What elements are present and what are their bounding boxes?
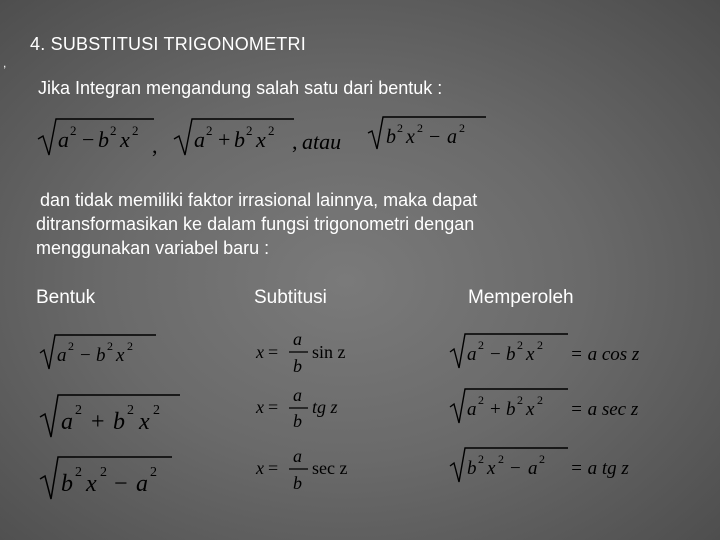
svg-text:x: x — [526, 399, 535, 420]
svg-text:a: a — [467, 344, 477, 365]
svg-text:a: a — [293, 329, 302, 349]
svg-text:2: 2 — [100, 465, 107, 480]
sep-1: , — [152, 133, 158, 158]
intro-forms — [36, 115, 506, 159]
memperoleh-row-3 — [448, 446, 678, 491]
svg-text:+: + — [218, 127, 231, 152]
sub-func-1: sin z — [312, 342, 346, 362]
svg-text:x: x — [526, 344, 535, 365]
svg-text:a: a — [136, 471, 148, 497]
stray-mark: , — [3, 56, 7, 70]
svg-text:2: 2 — [417, 121, 423, 135]
paragraph-line-1: dan tidak memiliki faktor irrasional lainnya, maka dapat — [40, 190, 478, 210]
svg-text:a: a — [293, 446, 302, 466]
intro-text: Jika Integran mengandung salah satu dari bentuk : — [38, 78, 443, 98]
svg-text:2: 2 — [537, 393, 543, 407]
svg-text:x: x — [86, 471, 97, 497]
result-3: = a tg z — [570, 458, 629, 479]
svg-text:−: − — [82, 127, 95, 152]
svg-text:b: b — [96, 345, 106, 366]
svg-text:2: 2 — [206, 123, 213, 138]
svg-text:b: b — [293, 356, 302, 376]
svg-text:a: a — [57, 345, 67, 366]
bentuk-row-2 — [38, 393, 188, 446]
svg-text:−: − — [510, 458, 521, 479]
svg-text:a: a — [293, 385, 302, 405]
svg-text:−: − — [490, 344, 501, 365]
svg-text:2: 2 — [150, 465, 157, 480]
svg-text:a: a — [467, 399, 477, 420]
memperoleh-row-1 — [448, 332, 678, 377]
intro-forms-svg — [36, 115, 506, 159]
svg-text:x: x — [256, 458, 264, 478]
sep-2: , — [292, 129, 298, 154]
svg-text:2: 2 — [517, 338, 523, 352]
svg-text:2: 2 — [537, 338, 543, 352]
bentuk-row-3 — [38, 455, 188, 508]
svg-text:b: b — [293, 473, 302, 493]
slide-title: 4. SUBSTITUSI TRIGONOMETRI — [30, 34, 306, 54]
svg-text:=: = — [268, 458, 279, 478]
svg-text:b: b — [61, 471, 73, 497]
svg-text:2: 2 — [110, 123, 117, 138]
result-1: = a cos z — [570, 344, 640, 365]
svg-text:b: b — [234, 127, 245, 152]
svg-text:a: a — [61, 409, 73, 435]
svg-text:−: − — [114, 471, 128, 497]
subtitusi-row-3 — [254, 445, 374, 502]
svg-text:2: 2 — [268, 123, 275, 138]
svg-text:+: + — [91, 409, 105, 435]
svg-text:b: b — [506, 399, 516, 420]
svg-text:2: 2 — [478, 452, 484, 466]
sub-func-2: tg z — [312, 397, 338, 417]
svg-text:2: 2 — [75, 403, 82, 418]
svg-text:2: 2 — [107, 339, 113, 353]
atau-word: atau — [302, 129, 342, 154]
svg-text:2: 2 — [459, 121, 465, 135]
column-header-memperoleh: Memperoleh — [468, 287, 574, 308]
svg-text:+: + — [490, 399, 501, 420]
result-2: = a sec z — [570, 399, 639, 420]
svg-text:2: 2 — [153, 403, 160, 418]
svg-text:2: 2 — [127, 403, 134, 418]
svg-text:x: x — [406, 126, 415, 148]
svg-text:b: b — [98, 127, 109, 152]
svg-text:−: − — [80, 345, 91, 366]
subtitusi-row-1 — [254, 327, 374, 384]
svg-text:x: x — [256, 397, 264, 417]
svg-text:2: 2 — [478, 338, 484, 352]
svg-text:=: = — [268, 342, 279, 362]
svg-text:2: 2 — [132, 123, 139, 138]
paragraph-line-3: menggunakan variabel baru : — [36, 238, 270, 258]
memperoleh-row-2 — [448, 387, 678, 432]
svg-text:2: 2 — [75, 465, 82, 480]
svg-text:2: 2 — [517, 393, 523, 407]
paragraph-line-2: ditransformasikan ke dalam fungsi trigonometri dengan — [36, 214, 475, 234]
svg-text:2: 2 — [70, 123, 77, 138]
svg-text:=: = — [268, 397, 279, 417]
svg-text:b: b — [293, 411, 302, 431]
svg-text:b: b — [506, 344, 516, 365]
svg-text:2: 2 — [478, 393, 484, 407]
sub-func-3: sec z — [312, 458, 348, 478]
svg-text:a: a — [58, 127, 69, 152]
svg-text:x: x — [139, 409, 150, 435]
svg-text:b: b — [386, 126, 396, 148]
svg-text:x: x — [256, 127, 266, 152]
svg-text:a: a — [528, 458, 538, 479]
svg-text:a: a — [447, 126, 457, 148]
svg-text:−: − — [429, 126, 441, 148]
svg-text:b: b — [113, 409, 125, 435]
svg-text:a: a — [194, 127, 205, 152]
column-header-subtitusi: Subtitusi — [254, 287, 327, 308]
subtitusi-row-2 — [254, 385, 374, 442]
bentuk-row-1 — [38, 333, 168, 378]
svg-text:x: x — [116, 345, 125, 366]
svg-text:2: 2 — [246, 123, 253, 138]
column-header-bentuk: Bentuk — [36, 287, 96, 308]
svg-text:2: 2 — [498, 452, 504, 466]
paragraph — [36, 188, 686, 260]
svg-text:2: 2 — [397, 121, 403, 135]
svg-text:x: x — [256, 342, 264, 362]
svg-text:x: x — [487, 458, 496, 479]
svg-text:2: 2 — [539, 452, 545, 466]
svg-text:x: x — [120, 127, 130, 152]
svg-text:2: 2 — [127, 339, 133, 353]
svg-text:2: 2 — [68, 339, 74, 353]
svg-text:b: b — [467, 458, 477, 479]
